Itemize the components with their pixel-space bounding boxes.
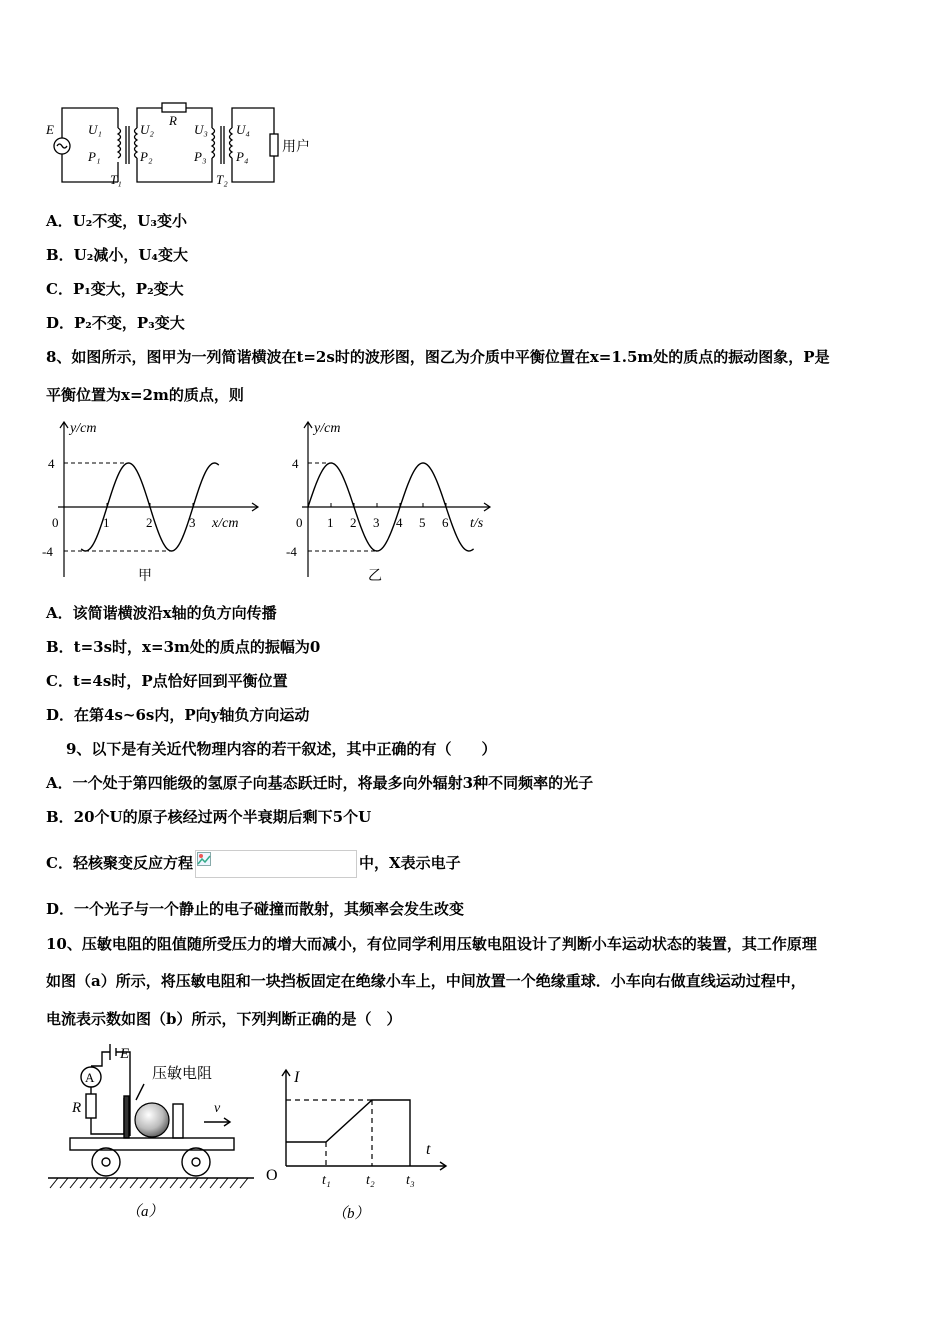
y-tick-label: -4 — [42, 544, 53, 559]
cart-figure-svg — [44, 1038, 264, 1228]
q8-option-d: D．在第4s~6s内，P向y轴负方向运动 — [46, 706, 310, 724]
graph-label-t2: t₂ — [366, 1173, 375, 1188]
cart-label-E: E — [120, 1046, 130, 1062]
y-axis-label: y/cm — [314, 421, 341, 436]
label-P2: P₂ — [140, 149, 153, 164]
chart-caption: 甲 — [138, 569, 152, 584]
cart-label-R: R — [72, 1100, 82, 1116]
q9-option-c — [46, 848, 461, 878]
q7-option-d: D．P₂不变，P₃变大 — [46, 314, 185, 332]
q9-option-a: A．一个处于第四能级的氢原子向基态跃迁时，将最多向外辐射3种不同频率的光子 — [46, 774, 594, 792]
chart-caption: 乙 — [368, 569, 382, 584]
label-U1: U₁ — [88, 122, 102, 137]
q8-option-b: B．t=3s时，x=3m处的质点的振幅为0 — [46, 638, 321, 656]
label-U2: U₂ — [140, 122, 154, 137]
broken-image-icon — [197, 852, 211, 866]
q7-option-c: C．P₁变大，P₂变大 — [46, 280, 184, 298]
graph-label-I: I — [294, 1069, 300, 1086]
q9-option-c-suffix: 中，X表示电子 — [358, 854, 461, 872]
label-U3: U₃ — [194, 122, 208, 137]
q8-stem-line2: 平衡位置为x=2m的质点，则 — [46, 386, 244, 404]
graph-caption: （b） — [332, 1206, 370, 1222]
label-U4: U₄ — [236, 122, 250, 137]
x-axis-label: t/s — [470, 516, 484, 531]
wave-chart-yi-svg — [284, 412, 504, 592]
label-P1: P₁ — [88, 149, 101, 164]
cart-label-resistor: 压敏电阻 — [152, 1066, 213, 1082]
transformer-circuit-svg — [44, 98, 334, 190]
q7-option-b: B．U₂减小，U₄变大 — [46, 246, 188, 264]
label-R: R — [169, 113, 177, 128]
q9-stem: 9、以下是有关近代物理内容的若干叙述，其中正确的有（ ） — [66, 740, 497, 758]
x-tick-label: 3 — [373, 515, 380, 530]
q9-option-b: B．20个U的原子核经过两个半衰期后剩下5个U — [46, 808, 372, 826]
x-tick-label: 1 — [103, 515, 110, 530]
graph-label-t: t — [426, 1141, 431, 1158]
x-tick-label: 0 — [52, 515, 59, 530]
cart-figure — [44, 1038, 264, 1232]
label-user: 用户 — [282, 140, 310, 155]
q9-option-d: D．一个光子与一个静止的电子碰撞而散射，其频率会发生改变 — [46, 900, 465, 918]
transformer-circuit-figure — [44, 98, 334, 190]
x-axis-label: x/cm — [212, 516, 239, 531]
graph-label-t3: t₃ — [406, 1173, 415, 1188]
q8-stem-line1: 8、如图所示，图甲为一列简谐横波在t=2s时的波形图，图乙为介质中平衡位置在x=1.5m处的质点的振动图象，P是 — [46, 348, 830, 366]
wave-chart-yi — [284, 412, 504, 596]
x-tick-label: 1 — [327, 515, 334, 530]
y-axis-label: y/cm — [70, 421, 97, 436]
x-tick-label: 4 — [396, 515, 403, 530]
y-tick-label: 4 — [292, 456, 299, 471]
y-tick-label: 4 — [48, 456, 55, 471]
cart-label-v: v — [214, 1101, 221, 1116]
x-tick-label: 2 — [146, 515, 153, 530]
x-tick-label: 0 — [296, 515, 303, 530]
x-tick-label: 6 — [442, 515, 449, 530]
label-T2: T₂ — [216, 172, 228, 187]
label-P4: P₄ — [236, 149, 249, 164]
graph-origin: O — [266, 1167, 278, 1184]
q9-option-c-prefix: C．轻核聚变反应方程 — [46, 854, 193, 872]
cart-caption: （a） — [126, 1204, 164, 1220]
x-tick-label: 2 — [350, 515, 357, 530]
q10-stem-line3: 电流表示数如图（b）所示，下列判断正确的是（ ） — [46, 1010, 402, 1028]
q7-option-a: A．U₂不变，U₃变小 — [46, 212, 187, 230]
label-E: E — [46, 122, 54, 137]
x-tick-label: 5 — [419, 515, 426, 530]
current-graph-figure — [262, 1056, 462, 1230]
y-tick-label: -4 — [286, 544, 297, 559]
label-P3: P₃ — [194, 149, 207, 164]
q10-stem-line2: 如图（a）所示，将压敏电阻和一块挡板固定在绝缘小车上，中间放置一个绝缘重球．小车向右做直线运动过程中， — [46, 972, 806, 990]
q8-option-c: C．t=4s时，P点恰好回到平衡位置 — [46, 672, 288, 690]
wave-chart-jia-svg — [40, 412, 260, 592]
graph-label-t1: t₁ — [322, 1173, 331, 1188]
label-T1: T₁ — [110, 172, 122, 187]
wave-chart-jia — [40, 412, 260, 596]
q10-stem-line1: 10、压敏电阻的阻值随所受压力的增大而减小，有位同学利用压敏电阻设计了判断小车运动状态的装置，其工作原理 — [46, 935, 817, 953]
current-graph-svg — [262, 1056, 462, 1226]
cart-label-A: A — [85, 1070, 95, 1085]
broken-image-placeholder — [195, 850, 357, 878]
x-tick-label: 3 — [189, 515, 196, 530]
q8-option-a: A．该简谐横波沿x轴的负方向传播 — [46, 604, 277, 622]
